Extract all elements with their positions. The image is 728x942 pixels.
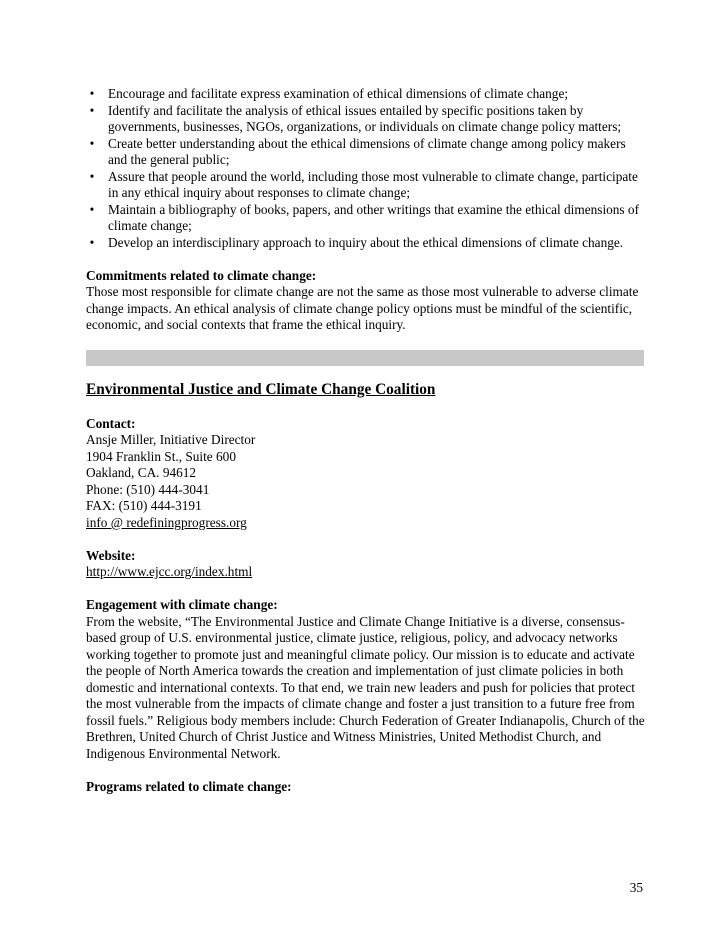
list-item-text: Maintain a bibliography of books, papers, and other writings that examine the ethical dimensions of climate change; <box>108 201 640 233</box>
objectives-list <box>86 86 646 251</box>
spacer <box>86 581 646 598</box>
list-item-text: Identify and facilitate the analysis of ethical issues entailed by specific positions taken by governments, businesses, NGOs, organizations, or individuals on climate change policy matters; <box>108 102 622 134</box>
list-item <box>86 103 646 136</box>
list-item <box>86 202 646 235</box>
page-number: 35 <box>629 880 643 895</box>
bullet-icon: • <box>89 102 95 118</box>
programs-heading: Programs related to climate change: <box>86 778 292 794</box>
engagement-heading: Engagement with climate change: <box>86 597 278 612</box>
bullet-icon: • <box>89 168 95 184</box>
list-item <box>86 136 646 169</box>
engagement-text: From the website, “The Environmental Justice and Climate Change Initiative is a diverse, consensus-based group of U.S. environmental justice, climate justice, religious, policy, and advocacy networks working together to promote just and meaningful climate policy. Our mission is to educate and activate the people of North America towards the creation and implementation of just climate policies in both domestic and international contexts. To that end, we train new leaders and push for policies that protect the most vulnerable from the impacts of climate change and foster a just transition to a future free from fossil fuels.” Religious body members include: Church Federation of Greater Indianapolis, Church of the Brethren, United Church of Christ Justice and Witness Ministries, United Methodist Church, and Indigenous Environmental Network. <box>86 613 645 761</box>
spacer <box>86 762 646 779</box>
list-item-text: Develop an interdisciplinary approach to inquiry about the ethical dimensions of climate change. <box>108 234 624 250</box>
contact-name: Ansje Miller, Initiative Director <box>86 432 256 447</box>
bullet-icon: • <box>89 234 95 250</box>
spacer <box>86 531 646 548</box>
website-heading: Website: <box>86 547 136 563</box>
website-link[interactable]: http://www.ejcc.org/index.html <box>86 564 253 579</box>
email-link[interactable]: info @ redefiningprogress.org <box>86 514 247 530</box>
fax-number: FAX: (510) 444-3191 <box>86 498 202 513</box>
list-item-text: Encourage and facilitate express examination of ethical dimensions of climate change; <box>108 86 569 101</box>
contact-heading: Contact: <box>86 415 136 431</box>
list-item-text: Assure that people around the world, including those most vulnerable to climate change, participate in any ethical inquiry about responses to climate change; <box>108 168 638 200</box>
list-item <box>86 86 646 103</box>
commitments-text: Those most responsible for climate change are not the same as those most vulnerable to adverse climate change impacts. An ethical analysis of climate change policy options must be mindful of the scientific, economic, and social contexts that frame the ethical inquiry. <box>86 284 639 332</box>
section-divider <box>86 350 644 366</box>
address-line-2: Oakland, CA. 94612 <box>86 465 197 480</box>
bullet-icon: • <box>89 201 95 217</box>
bullet-icon: • <box>89 86 95 101</box>
list-item-text: Create better understanding about the ethical dimensions of climate change among policy makers and the general public; <box>108 135 626 167</box>
document-page <box>86 86 646 795</box>
spacer <box>86 251 646 268</box>
commitments-heading: Commitments related to climate change: <box>86 267 317 283</box>
bullet-icon: • <box>89 135 95 151</box>
org-title: Environmental Justice and Climate Change Coalition <box>86 381 436 398</box>
list-item <box>86 169 646 202</box>
address-line-1: 1904 Franklin St., Suite 600 <box>86 448 236 464</box>
spacer <box>86 399 646 416</box>
phone-number: Phone: (510) 444-3041 <box>86 481 210 497</box>
list-item <box>86 235 646 252</box>
